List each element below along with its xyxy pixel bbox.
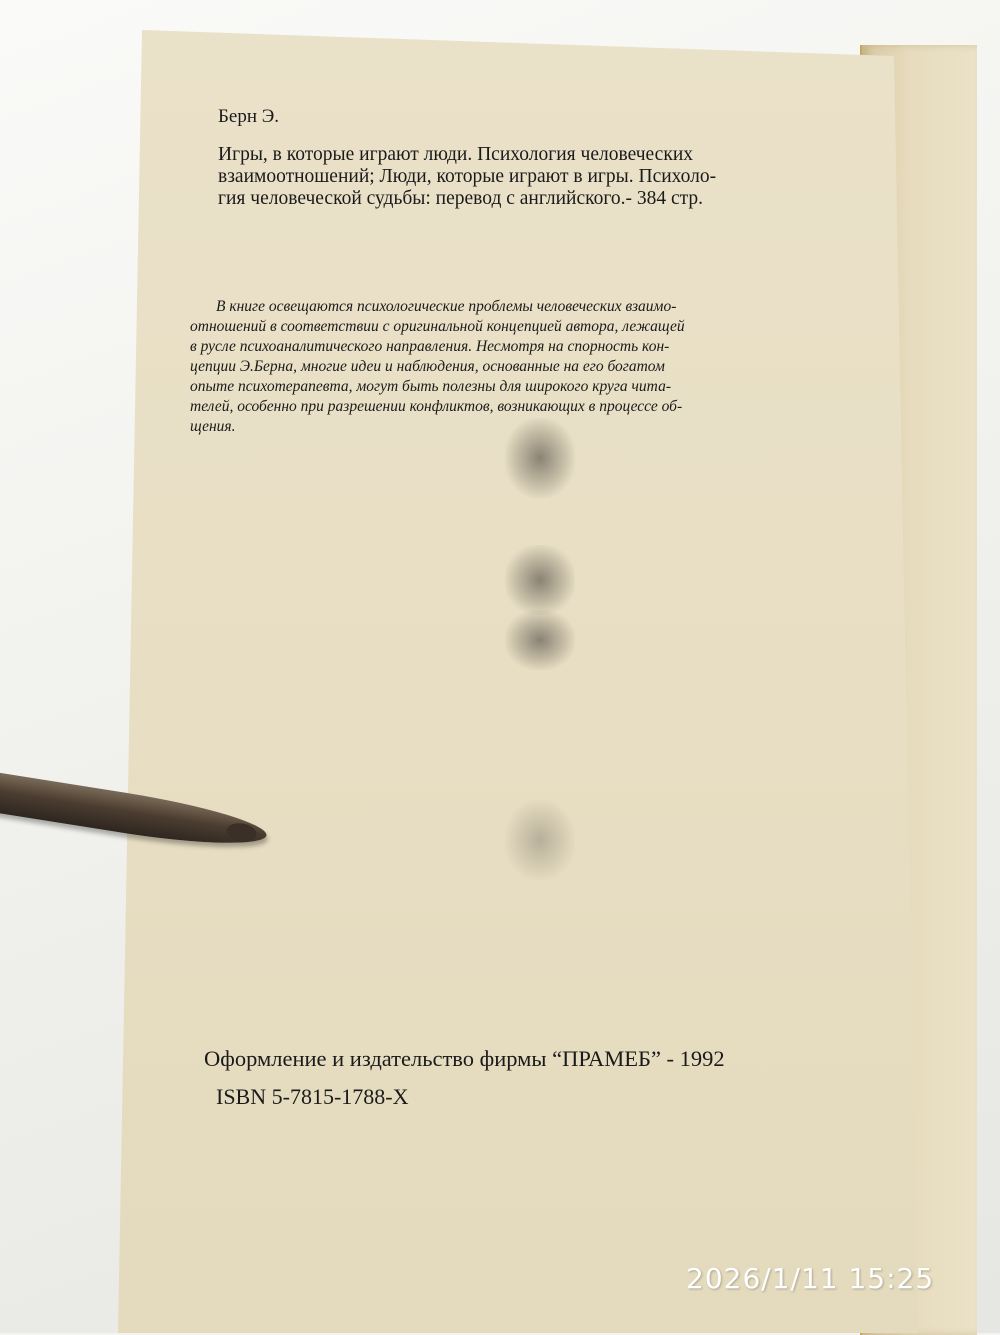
annotation-line: в русле психоаналитического направления. Несмотря на спорность кон- (190, 338, 670, 355)
book-description-line: гия человеческой судьбы: перевод с английского.- 384 стр. (218, 188, 704, 209)
pointer-tip (225, 821, 257, 843)
annotation-line: опыте психотерапевта, могут быть полезны для широкого круга чита- (190, 378, 671, 395)
book-page (118, 30, 918, 1333)
ink-smudge (505, 545, 575, 615)
ink-smudge (505, 418, 575, 498)
annotation-line: щения. (190, 418, 236, 435)
annotation-line: телей, особенно при разрешении конфликтов, возникающих в процессе об- (190, 398, 683, 415)
annotation-line: отношений в соответствии с оригинальной концепцией автора, лежащей (190, 318, 685, 335)
book-description-line: взаимоотношений; Люди, которые играют в игры. Психоло- (218, 166, 717, 187)
ink-smudge (505, 800, 575, 880)
publisher-line: Оформление и издательство фирмы “ПРАМЕБ” - 1992 (204, 1046, 725, 1071)
annotation-line: цепции Э.Берна, многие идеи и наблюдения, основанные на его богатом (190, 358, 665, 375)
author-name: Берн Э. (218, 106, 280, 127)
ink-smudge (505, 610, 575, 670)
annotation-line: В книге освещаются психологические проблемы человеческих взаимо- (216, 298, 677, 315)
book-description-line: Игры, в которые играют люди. Психология человеческих (218, 144, 693, 165)
photo-timestamp: 2026/1/11 15:25 (686, 1262, 935, 1295)
isbn-line: ISBN 5-7815-1788-X (216, 1084, 409, 1109)
